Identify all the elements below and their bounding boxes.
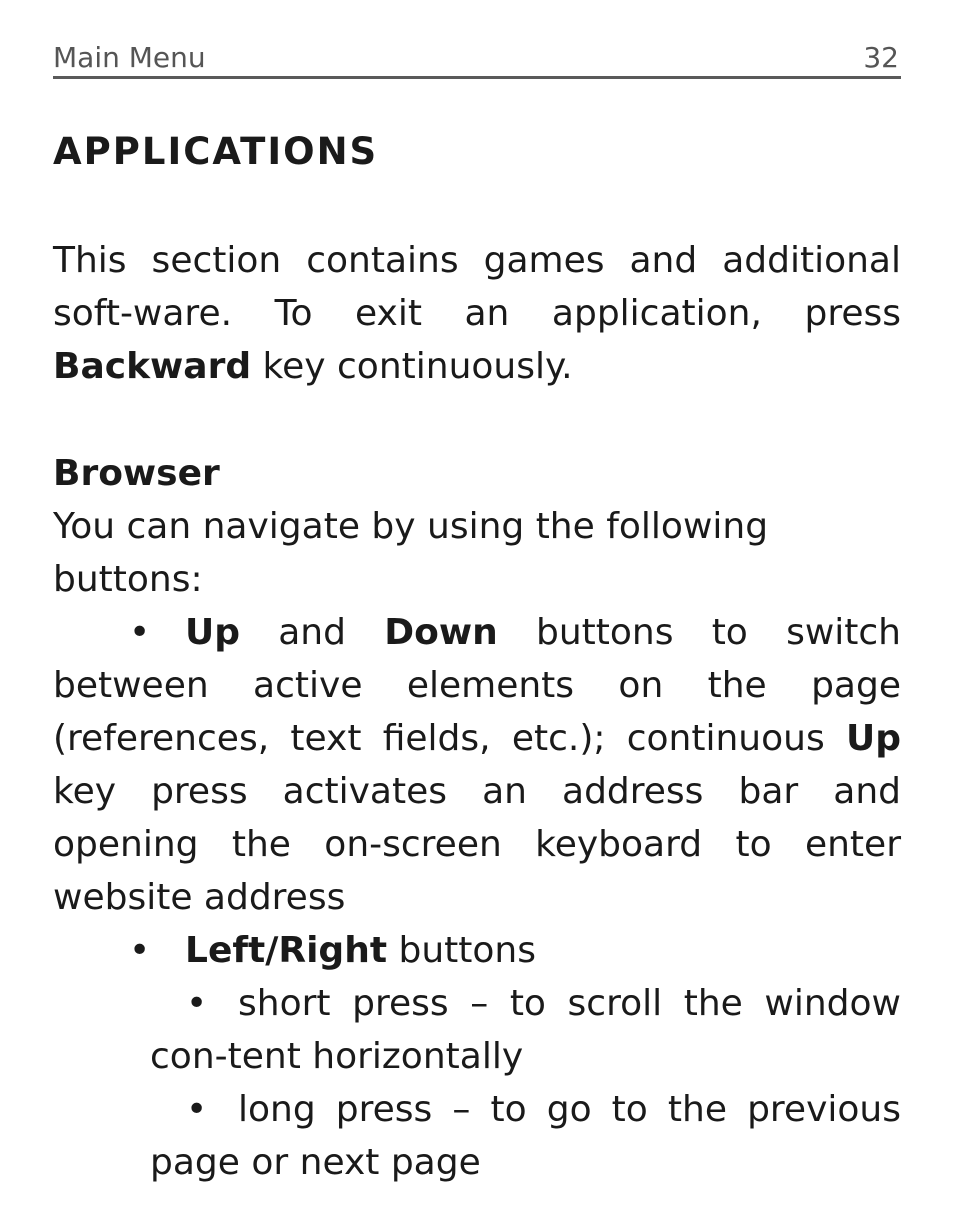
intro-paragraph — [53, 234, 901, 393]
intro-text-1: This section contains games and additional soft-ware. To exit an application, press — [53, 240, 901, 334]
list-item — [53, 924, 901, 977]
bold-left-right: Left/Right — [185, 930, 388, 971]
bold-up-2: Up — [845, 718, 901, 759]
intro-text-2: key continuously. — [251, 346, 573, 387]
item1-text-1: and — [240, 612, 385, 653]
bold-up: Up — [185, 612, 241, 653]
bullet: • — [186, 983, 208, 1024]
header-section-title: Main Menu — [53, 41, 206, 74]
browser-heading: Browser — [53, 453, 220, 494]
bullet: • — [129, 930, 151, 971]
button-list — [53, 606, 901, 1189]
list-item — [53, 606, 901, 924]
sub-list-item — [53, 1083, 901, 1189]
bold-down: Down — [384, 612, 498, 653]
intro-bold-key: Backward — [53, 346, 252, 387]
section-heading: APPLICATIONS — [53, 130, 379, 173]
sub2-text: long press – to go to the previous page or next page — [150, 1089, 901, 1183]
item1-text-3: key press activates an address bar and opening the on-screen keyboard to enter website address — [53, 771, 901, 918]
item2-text: buttons — [387, 930, 536, 971]
sub1-text: short press – to scroll the window con-tent horizontally — [150, 983, 901, 1077]
bullet: • — [186, 1089, 208, 1130]
browser-nav-text: You can navigate by using the following buttons: — [53, 506, 769, 600]
bullet: • — [129, 612, 151, 653]
sub-list-item — [53, 977, 901, 1083]
page-number: 32 — [863, 41, 899, 74]
item1-text-2: buttons to switch between active elements on the page (references, text fields, etc.); continuous — [53, 612, 901, 759]
page-header — [53, 40, 901, 79]
